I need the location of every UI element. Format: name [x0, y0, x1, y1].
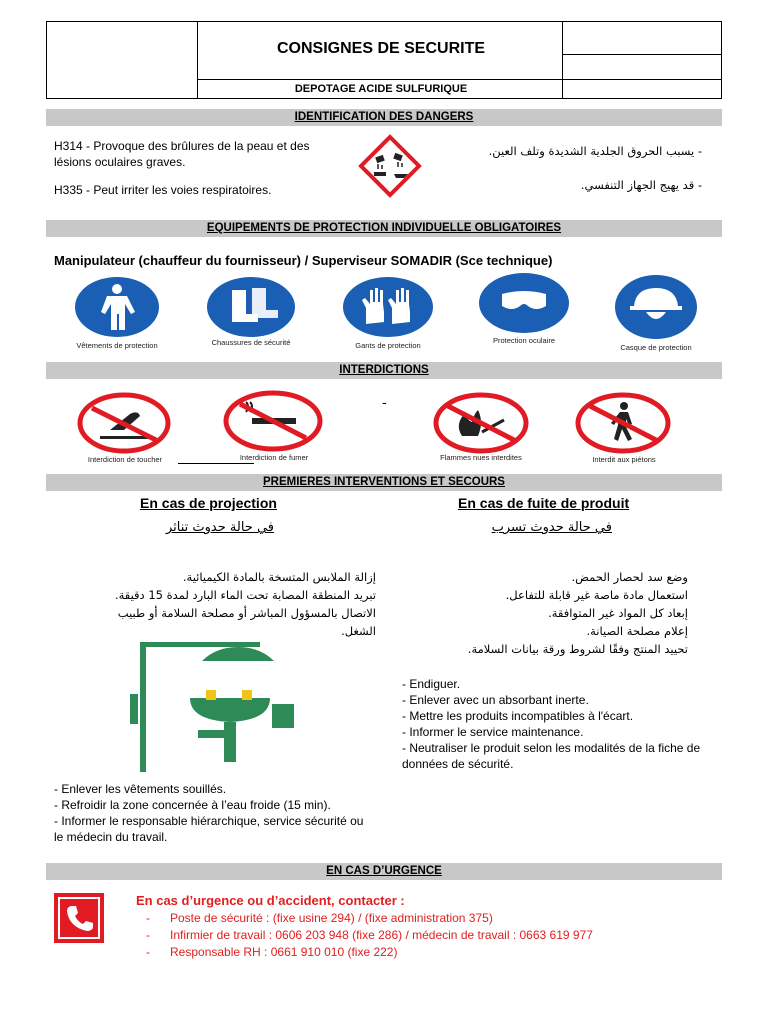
interdiction-label-3: Flammes nues interdites: [440, 453, 522, 462]
urgence-list: [146, 910, 593, 961]
urgence-item: - Responsable RH : 0661 910 010 (fixe 222): [146, 945, 398, 959]
fuite-ar-item: تحييد المنتج وفقًا لشروط ورقة بيانات السلامة.: [467, 642, 688, 656]
epi-label-1: Vêtements de protection: [76, 341, 158, 350]
header-table: [46, 21, 722, 99]
coverall-icon: [74, 276, 160, 338]
epi-label-5: Casque de protection: [620, 343, 692, 352]
projection-ar-item: تبريد المنطقة المصابة تحت الماء البارد لمدة 15 دقيقة.: [114, 588, 376, 602]
projection-ar-item: إزالة الملابس المتسخة بالمادة الكيميائية.: [182, 570, 376, 584]
projection-fr-list: [54, 781, 374, 845]
helmet-icon: [614, 274, 698, 340]
section-dangers: IDENTIFICATION DES DANGERS: [46, 109, 722, 126]
no-touch-icon: [76, 392, 172, 454]
fuite-title-ar: في حالة حدوث تسرب: [491, 520, 612, 535]
fuite-title: En cas de fuite de produit: [458, 495, 630, 511]
projection-fr-item: - Enlever les vêtements souillés.: [54, 782, 227, 796]
fuite-fr-item: - Mettre les produits incompatibles à l'écart.: [402, 709, 634, 723]
epi-label-2: Chaussures de sécurité: [211, 338, 291, 347]
underline-rule: [178, 463, 254, 464]
no-pedestrians-icon: [574, 392, 672, 454]
no-smoking-icon: [222, 390, 324, 452]
interdiction-label-2: Interdiction de fumer: [239, 453, 309, 462]
corrosive-pictogram-icon: [358, 134, 422, 198]
eyewash-station-icon: [128, 634, 306, 774]
urgence-item: - Infirmier de travail : 0606 203 948 (fixe 286) / médecin de travail : 0663 619 977: [146, 928, 593, 942]
projection-ar-list: [90, 568, 376, 640]
projection-ar-item: الاتصال بالمسؤول المباشر أو مصلحة السلامة أو طبيب الشغل.: [117, 606, 376, 638]
hazard-ar-2: - قد يهيج الجهاز التنفسي.: [580, 178, 702, 192]
hazard-ar-1: - يسبب الحروق الجلدية الشديدة وتلف العين.: [488, 144, 702, 158]
header-ref-cell: [562, 22, 721, 98]
epi-roles: Manipulateur (chauffeur du fournisseur) / Superviseur SOMADIR (Sce technique): [54, 253, 553, 268]
fuite-ar-item: استعمال مادة ماصة غير قابلة للتفاعل.: [505, 588, 688, 602]
epi-label-3: Gants de protection: [355, 341, 421, 350]
phone-icon: [54, 893, 104, 943]
section-urgence: EN CAS D’URGENCE: [46, 863, 722, 880]
fuite-ar-item: إبعاد كل المواد غير المتوافقة.: [548, 606, 688, 620]
section-secours: PREMIERES INTERVENTIONS ET SECOURS: [46, 474, 722, 491]
fuite-ar-item: وضع سد لحصار الحمض.: [571, 570, 688, 584]
goggles-icon: [478, 272, 570, 334]
fuite-fr-item: - Informer le service maintenance.: [402, 725, 584, 739]
projection-title-ar: في حالة حدوث تناثر: [165, 520, 274, 535]
urgence-heading: En cas d’urgence ou d’accident, contacter :: [136, 893, 405, 908]
gloves-icon: [342, 276, 434, 338]
safety-boots-icon: [206, 276, 296, 338]
fuite-fr-item: - Enlever avec un absorbant inerte.: [402, 693, 589, 707]
epi-label-4: Protection oculaire: [492, 336, 556, 345]
header-logo-cell: [47, 22, 198, 98]
interdiction-label-4: Interdit aux piétons: [592, 455, 656, 464]
interdiction-label-1: Interdiction de toucher: [87, 455, 163, 464]
urgence-item: - Poste de sécurité : (fixe usine 294) / (fixe administration 375): [146, 911, 493, 925]
fuite-fr-item: - Neutraliser le produit selon les modalités de la fiche de données de sécurité.: [402, 741, 701, 771]
fuite-ar-list: [430, 568, 688, 658]
page-subtitle: DEPOTAGE ACIDE SULFURIQUE: [197, 79, 565, 99]
hazard-h314: H314 - Provoque des brûlures de la peau et des lésions oculaires graves.: [54, 139, 310, 169]
fuite-ar-item: إعلام مصلحة الصيانة.: [586, 624, 688, 638]
hazard-h335: H335 - Peut irriter les voies respiratoires.: [54, 183, 272, 197]
no-open-flame-icon: [432, 392, 530, 454]
projection-fr-item: - Refroidir la zone concernée à l’eau froide (15 min).: [54, 798, 331, 812]
section-epi: EQUIPEMENTS DE PROTECTION INDIVIDUELLE OBLIGATOIRES: [46, 220, 722, 237]
projection-fr-item: - Informer le responsable hiérarchique, service sécurité ou le médecin du travail.: [54, 814, 364, 844]
stray-dash: -: [382, 394, 387, 410]
fuite-fr-item: - Endiguer.: [402, 677, 461, 691]
page-title: CONSIGNES DE SECURITE: [276, 40, 486, 57]
fuite-fr-list: [402, 676, 720, 772]
section-interdictions: INTERDICTIONS: [46, 362, 722, 379]
projection-title: En cas de projection: [140, 495, 277, 511]
